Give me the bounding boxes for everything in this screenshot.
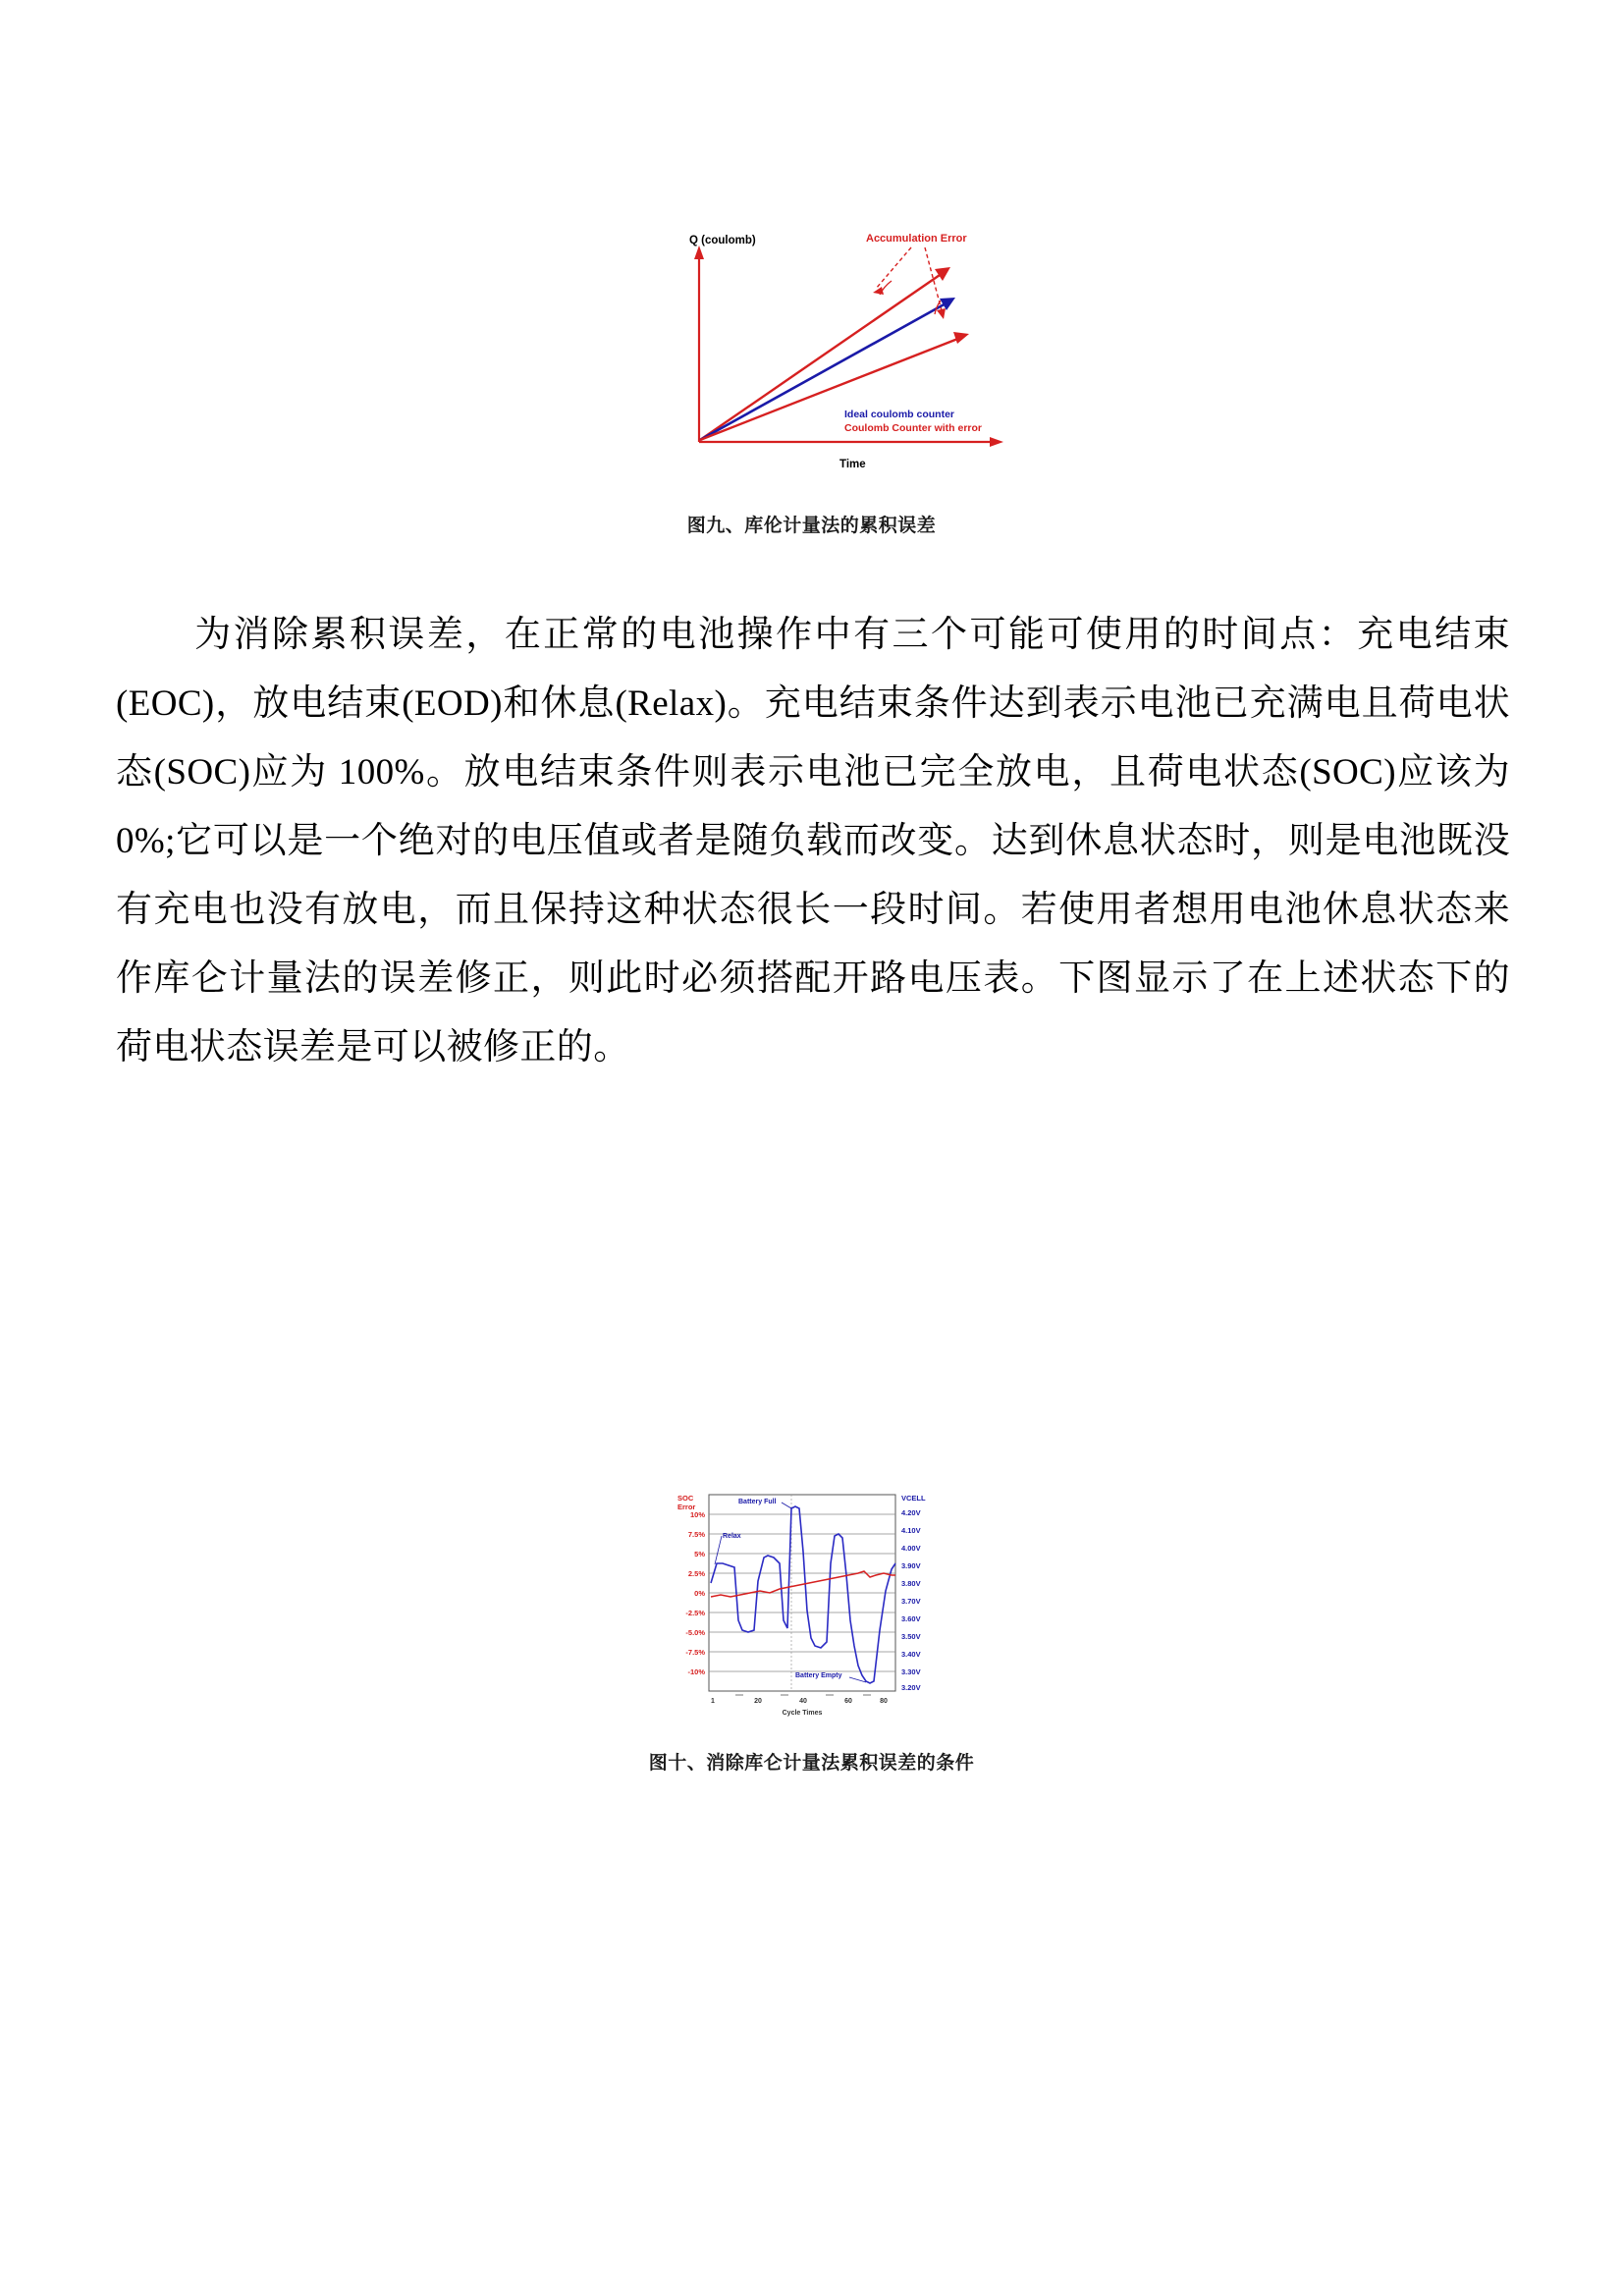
figure10-soc-tick: 2.5% [687, 1569, 705, 1578]
figure10-vcell-tick: 3.80V [901, 1579, 921, 1588]
figure9-y-axis-label: Q (coulomb) [689, 235, 756, 246]
figure10-x-tick: 80 [880, 1698, 888, 1705]
figure10-annotation-relax: Relax [723, 1533, 741, 1540]
figure10-left-axis-title-2: Error [677, 1503, 696, 1511]
figure10-x-tick: 1 [711, 1698, 715, 1705]
figure10-soc-tick: 5% [694, 1550, 705, 1558]
figure10-soc-tick: -7.5% [685, 1648, 705, 1657]
figure-9-caption: 图九、库伦计量法的累积误差 [686, 516, 937, 536]
figure10-soc-tick: 7.5% [687, 1530, 705, 1539]
figure10-vcell-tick: 3.90V [901, 1561, 921, 1570]
paragraph-text: 为消除累积误差，在正常的电池操作中有三个可能可使用的时间点：充电结束(EOC)，放电结束(EOD)和休息(Relax)。充电结束条件达到表示电池已充满电且荷电状态(SOC)应为 100%。放电结束条件则表示电池已完全放电，且荷电状态(SOC)应该为 0%;它可以是一个绝对的电压值或者是随负载而改变。达到休息状态时，则是电池既没有充电也没有放电，而且保持这种状态很长一段时间。若使用者想用电池休息状态来作库仑计量法的误差修正，则此时必须搭配开路电压表。下图显示了在上述状态下的荷电状态误差是可以被修正的。 [116, 615, 1510, 1067]
figure10-soc-tick: -5.0% [685, 1628, 705, 1637]
figure9-legend-error: Coulomb Counter with error [844, 422, 982, 434]
figure10-vcell-tick: 3.20V [901, 1683, 921, 1692]
figure10-soc-tick: -2.5% [685, 1609, 705, 1617]
figure10-vcell-tick: 4.00V [901, 1544, 921, 1553]
figure10-vcell-tick: 4.10V [901, 1526, 921, 1535]
figure10-vcell-tick: 3.70V [901, 1597, 921, 1606]
figure10-soc-tick: -10% [687, 1667, 705, 1676]
figure10-soc-tick: 10% [689, 1510, 705, 1519]
figure10-vcell-tick: 3.50V [901, 1632, 921, 1641]
figure-10-image [648, 1473, 972, 1728]
figure10-right-axis-title: VCELL [901, 1494, 926, 1503]
figure10-x-axis-label: Cycle Times [782, 1710, 823, 1717]
figure10-annotation-battery-empty: Battery Empty [795, 1672, 842, 1679]
figure10-x-tick: 60 [844, 1698, 852, 1705]
figure9-annotation: Accumulation Error [866, 233, 967, 245]
figure10-vcell-tick: 3.60V [901, 1614, 921, 1623]
figure-10-caption: 图十、消除库仑计量法累积误差的条件 [648, 1753, 975, 1774]
figure-9-image [648, 224, 1041, 499]
figure9-legend-ideal: Ideal coulomb counter [844, 409, 955, 420]
figure10-annotation-battery-full: Battery Full [738, 1499, 777, 1505]
figure10-vcell-tick: 4.20V [901, 1508, 921, 1517]
figure10-left-axis-title-1: SOC [677, 1494, 694, 1503]
body-paragraph [116, 601, 1510, 1082]
figure10-soc-tick: 0% [694, 1589, 705, 1598]
figure10-vcell-tick: 3.30V [901, 1667, 921, 1676]
figure10-vcell-tick: 3.40V [901, 1650, 921, 1659]
figure9-x-axis-label: Time [839, 459, 866, 470]
figure10-x-tick: 40 [799, 1698, 807, 1705]
figure10-x-tick: 20 [754, 1698, 762, 1705]
